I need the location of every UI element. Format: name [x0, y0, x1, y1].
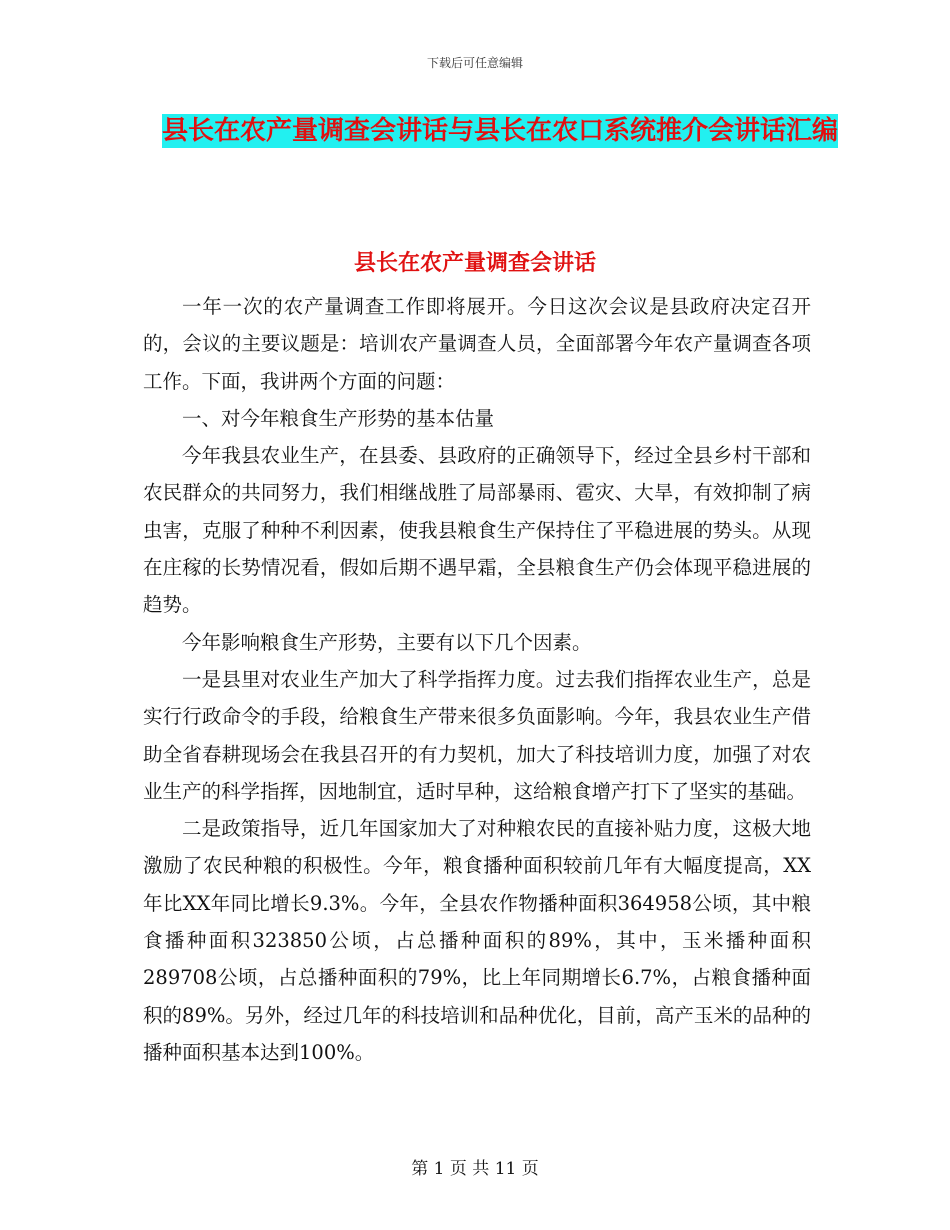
body-text [143, 288, 811, 1071]
document-title [120, 108, 880, 154]
page-number: 第 1 页 共 11 页 [411, 1159, 539, 1179]
document-title-text: 县长在农产量调查会讲话与县长在农口系统推介会讲话汇编 [161, 116, 838, 146]
paragraph: 今年影响粮食生产形势，主要有以下几个因素。 [182, 630, 592, 654]
paragraph: 二是政策指导，近几年国家加大了对种粮农民的直接补贴力度，这极大地激励了农民种粮的积极性。今年，粮食播种面积较前几年有大幅度提高，XX年比XX年同比增长9.3%。今年，全县农作物播种面积364958公顷，其中粮食播种面积323850公顷，占总播种面积的89%，其中，玉米播种面积289708公顷，占总播种面积的79%，比上年同期增长6.7%，占粮食播种面积的89%。另外，经过几年的科技培训和品种优化，目前，高产玉米的品种的播种面积基本达到100%。 [143, 817, 811, 1064]
paragraph: 一年一次的农产量调查工作即将展开。今日这次会议是县政府决定召开的，会议的主要议题是：培训农产量调查人员，全面部署今年农产量调查各项工作。下面，我讲两个方面的问题： [143, 295, 811, 393]
header-note: 下载后可任意编辑 [426, 56, 523, 70]
paragraph: 今年我县农业生产，在县委、县政府的正确领导下，经过全县乡村干部和农民群众的共同努力，我们相继战胜了局部暴雨、雹灾、大旱，有效抑制了病虫害，克服了种种不利因素，使我县粮食生产保持住了平稳进展的势头。从现在庄稼的长势情况看，假如后期不遇早霜，全县粮食生产仍会体现平稳进展的趋势。 [143, 444, 811, 617]
section-heading: 县长在农产量调查会讲话 [353, 251, 596, 276]
paragraph: 一是县里对农业生产加大了科学指挥力度。过去我们指挥农业生产，总是实行行政命令的手段，给粮食生产带来很多负面影响。今年，我县农业生产借助全省春耕现场会在我县召开的有力契机，加大了科技培训力度，加强了对农业生产的科学指挥，因地制宜，适时早种，这给粮食增产打下了坚实的基础。 [143, 667, 811, 803]
paragraph: 一、对今年粮食生产形势的基本估量 [182, 406, 495, 430]
